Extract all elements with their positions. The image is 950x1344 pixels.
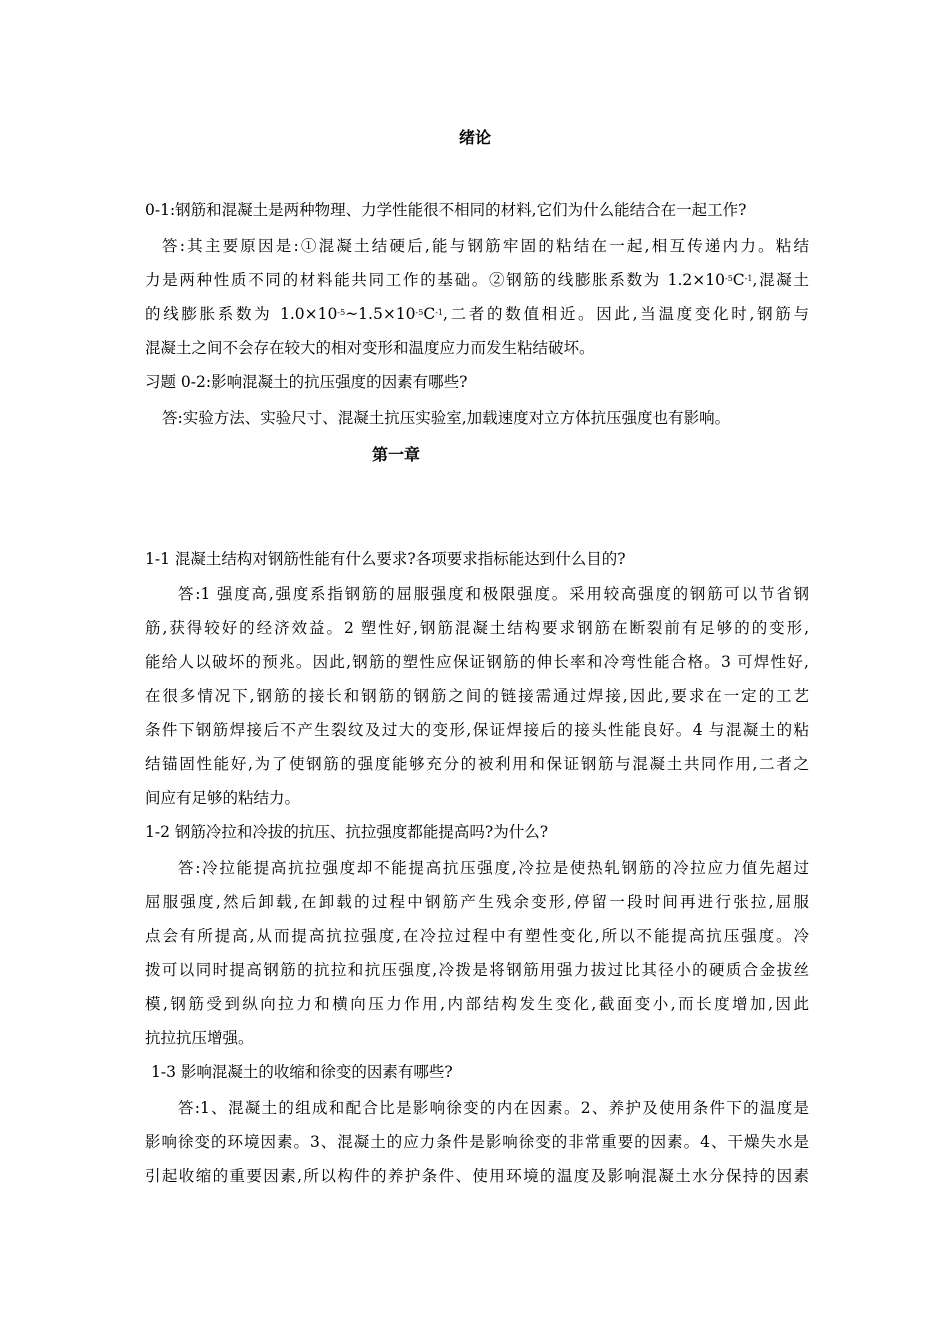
answer-1-1-line-7: 间应有足够的粘结力。 bbox=[145, 789, 301, 807]
unit-celsius: C bbox=[732, 271, 745, 289]
answer-0-1-line-4: 混凝土之间不会存在较大的相对变形和温度应力而发生粘结破坏。 bbox=[145, 339, 595, 357]
question-0-1: 0-1:钢筋和混凝土是两种物理、力学性能很不相同的材料,它们为什么能结合在一起工作? bbox=[145, 201, 747, 219]
answer-1-3-line-1: 答:1、混凝土的组成和配合比是影响徐变的内在因素。2、养护及使用条件下的温度是 bbox=[178, 1099, 809, 1117]
answer-0-1-line-3 bbox=[145, 304, 809, 324]
question-0-2: 习题 0-2:影响混凝土的抗压强度的因素有哪些? bbox=[145, 373, 468, 391]
answer-0-1-line-2 bbox=[145, 270, 809, 290]
answer-1-1-line-3: 能给人以破坏的预兆。因此,钢筋的塑性应保证钢筋的伸长率和冷弯性能合格。3 可焊性好, bbox=[145, 653, 809, 671]
answer-1-1-line-1: 答:1 强度高,强度系指钢筋的屈服强度和极限强度。采用较高强度的钢筋可以节省钢 bbox=[178, 585, 809, 603]
answer-1-1-line-5: 条件下钢筋焊接后不产生裂纹及过大的变形,保证焊接后的接头性能良好。4 与混凝土的粘 bbox=[145, 721, 809, 739]
exponent: -1 bbox=[435, 308, 444, 317]
answer-0-1-line-2-text-a: 力是两种性质不同的材料能共同工作的基础。②钢筋的线膨胀系数为 1.2×10 bbox=[145, 271, 725, 289]
answer-1-2-line-1: 答:冷拉能提高抗拉强度却不能提高抗压强度,冷拉是使热轧钢筋的冷拉应力值先超过 bbox=[178, 859, 809, 877]
answer-1-2-line-3: 点会有所提高,从而提高抗拉强度,在冷拉过程中有塑性变化,所以不能提高抗压强度。冷 bbox=[145, 927, 809, 945]
answer-0-1-line-3-text-b: ~1.5×10 bbox=[345, 305, 416, 323]
exponent: -5 bbox=[725, 274, 733, 283]
answer-0-1-line-2-text-c: ,混凝土 bbox=[752, 271, 809, 289]
answer-0-1-line-1: 答:其主要原因是:①混凝土结硬后,能与钢筋牢固的粘结在一起,相互传递内力。粘结 bbox=[162, 237, 809, 255]
answer-1-2-line-6: 抗拉抗压增强。 bbox=[145, 1029, 254, 1047]
answer-1-2-line-5: 模,钢筋受到纵向拉力和横向压力作用,内部结构发生变化,截面变小,而长度增加,因此 bbox=[145, 995, 809, 1013]
answer-0-2: 答:实验方法、实验尺寸、混凝土抗压实验室,加载速度对立方体抗压强度也有影响。 bbox=[162, 409, 731, 427]
answer-1-1-line-2: 筋,获得较好的经济效益。2 塑性好,钢筋混凝土结构要求钢筋在断裂前有足够的的变形, bbox=[145, 619, 809, 637]
answer-1-3-line-3: 引起收缩的重要因素,所以构件的养护条件、使用环境的温度及影响混凝土水分保持的因素 bbox=[145, 1167, 809, 1185]
exponent: -5 bbox=[415, 308, 424, 317]
question-1-2: 1-2 钢筋冷拉和冷拔的抗压、抗拉强度都能提高吗?为什么? bbox=[145, 823, 549, 841]
answer-1-1-line-4: 在很多情况下,钢筋的接长和钢筋的钢筋之间的链接需通过焊接,因此,要求在一定的工艺 bbox=[145, 687, 809, 705]
question-1-1: 1-1 混凝土结构对钢筋性能有什么要求?各项要求指标能达到什么目的? bbox=[145, 550, 626, 568]
answer-0-1-line-3-text-a: 的线膨胀系数为 1.0×10 bbox=[145, 305, 338, 323]
chapter-1-title: 第一章 bbox=[372, 445, 421, 464]
answer-1-3-line-2: 影响徐变的环境因素。3、混凝土的应力条件是影响徐变的非常重要的因素。4、干燥失水是 bbox=[145, 1133, 809, 1151]
answer-1-2-line-4: 拨可以同时提高钢筋的抗拉和抗压强度,冷拨是将钢筋用强力拔过比其径小的硬质合金拔丝 bbox=[145, 961, 809, 979]
unit-celsius: C bbox=[423, 305, 436, 323]
intro-title: 绪论 bbox=[458, 128, 491, 147]
exponent: -1 bbox=[744, 274, 753, 283]
answer-0-1-line-3-text-d: ,二者的数值相近。因此,当温度变化时,钢筋与 bbox=[443, 305, 809, 323]
question-1-3: 1-3 影响混凝土的收缩和徐变的因素有哪些? bbox=[151, 1063, 453, 1081]
answer-1-2-line-2: 屈服强度,然后卸载,在卸载的过程中钢筋产生残余变形,停留一段时间再进行张拉,屈服 bbox=[145, 893, 809, 911]
answer-1-1-line-6: 结锚固性能好,为了使钢筋的强度能够充分的被利用和保证钢筋与混凝土共同作用,二者之 bbox=[145, 755, 809, 773]
exponent: -5 bbox=[337, 308, 346, 317]
